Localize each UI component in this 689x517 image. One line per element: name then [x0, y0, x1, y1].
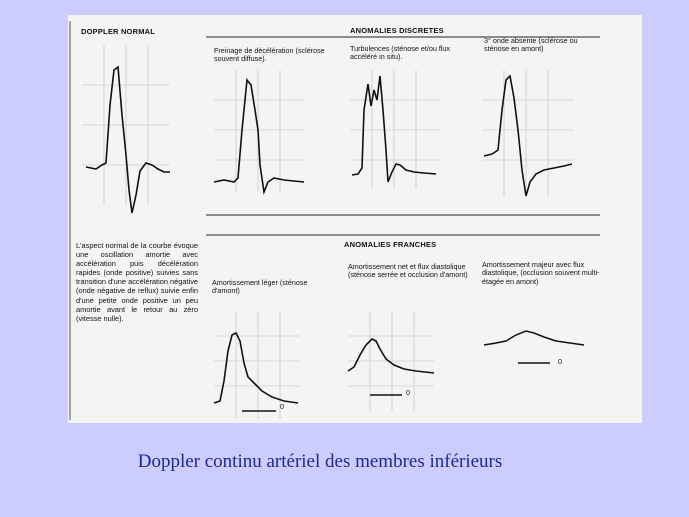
waveform-freinage [214, 70, 304, 192]
label-freinage: Freinage de décélération (sclérose souvent diffuse). [214, 46, 325, 64]
scanned-figure [68, 15, 642, 423]
zero-mark-1: 0 [280, 402, 284, 411]
slide-caption: Doppler continu artériel des membres inférieurs [137, 451, 503, 472]
label-amort-leger: Amortissement léger (sténose d'amont) [212, 278, 308, 296]
description-normal: L'aspect normal de la courbe évoque une oscillation amortie avec accélération puis décélération rapides (onde positive) suivies sans transition d'une accélération négative (onde négative de reflux) suivie enfin d'une petite onde positive un peu amortie avant le retour au zéro (vitesse nulle). [76, 241, 198, 323]
zero-mark-3: 0 [558, 357, 562, 366]
label-onde-absente: 3° onde absente (sclérose ou sténose en amont) [484, 36, 578, 54]
label-amort-majeur: Amortissement majeur avec flux diastolique, (occlusion souvent multi-étagée en amont) [482, 260, 600, 286]
label-turbulences: Turbulences (sténose et/ou flux accéléré in situ). [350, 44, 451, 62]
label-amort-net: Amortissement net et flux diastolique (sténose serrée et occlusion d'amont) [348, 262, 468, 280]
figure-lines [68, 15, 642, 423]
header-anomalies-discretes: ANOMALIES DISCRETES [350, 26, 444, 35]
waveform-amort-majeur [484, 331, 584, 363]
header-doppler-normal: DOPPLER NORMAL [81, 27, 156, 36]
waveform-amort-leger [214, 311, 300, 419]
zero-mark-2: 0 [406, 388, 410, 397]
waveform-normal [82, 45, 170, 213]
waveform-turbulences [350, 70, 440, 188]
waveform-onde-absente [482, 70, 574, 196]
header-anomalies-franches: ANOMALIES FRANCHES [344, 240, 437, 249]
waveform-amort-net [348, 311, 434, 411]
